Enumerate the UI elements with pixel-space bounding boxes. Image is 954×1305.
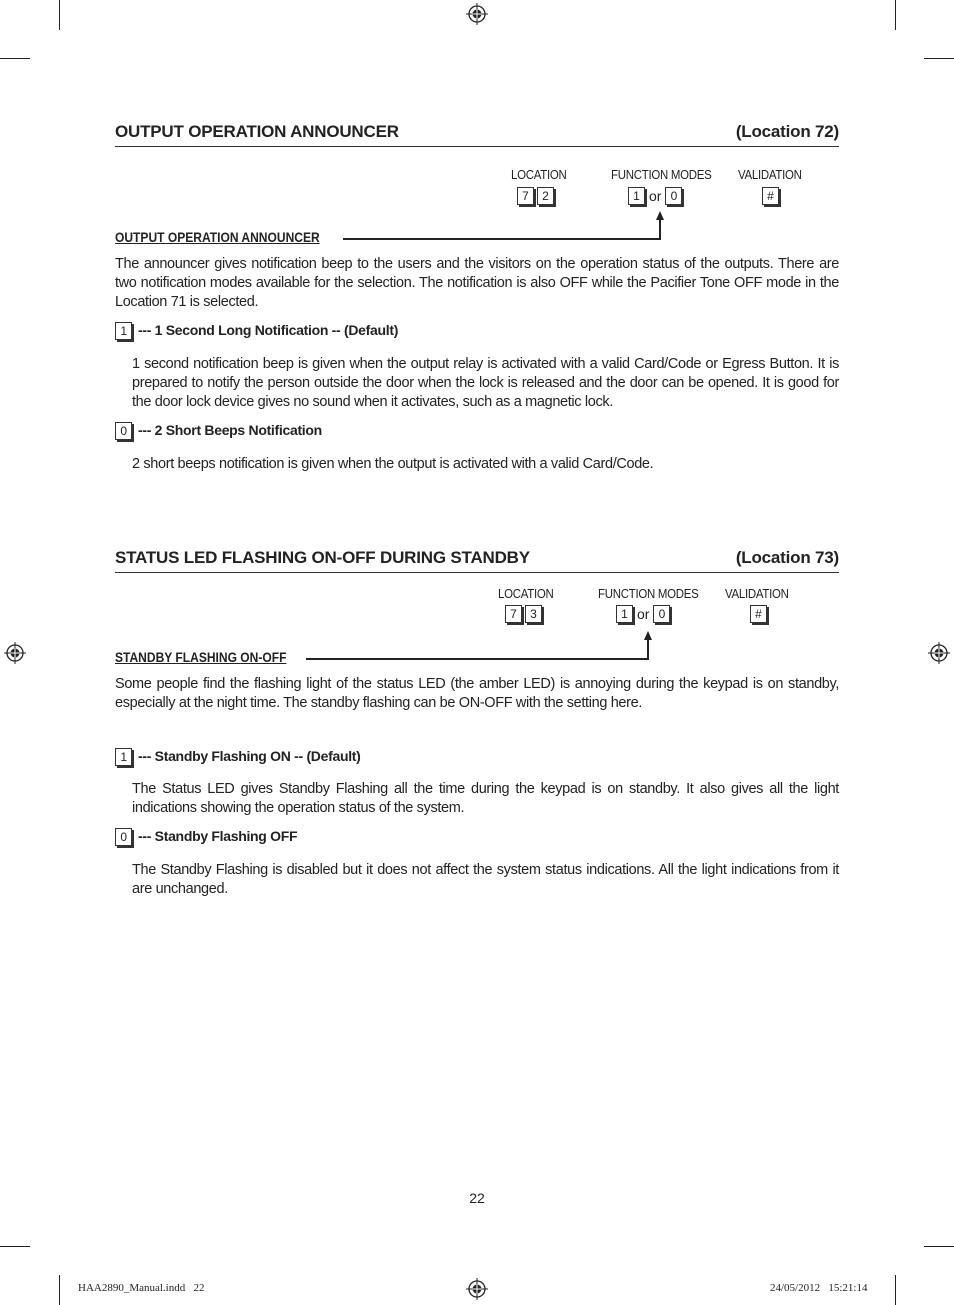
function-mode-keys: [616, 605, 673, 623]
pointer-line: [343, 238, 661, 240]
validation-label: VALIDATION: [738, 167, 802, 182]
validation-label: VALIDATION: [725, 586, 789, 601]
key-button: 1: [628, 187, 645, 205]
location-keys: [505, 605, 545, 623]
validation-key: [750, 605, 770, 623]
key-button: #: [762, 187, 779, 205]
key-button: 1: [616, 605, 633, 623]
key-button: 7: [505, 605, 522, 623]
arrow-up-icon: [644, 631, 652, 640]
footer-timestamp: 24/05/2012 15:21:14: [770, 1282, 868, 1294]
section-heading: [115, 548, 839, 573]
key-button: 1: [115, 322, 132, 340]
option-row: [115, 748, 361, 766]
pointer-line: [659, 218, 661, 239]
option-description: The Status LED gives Standby Flashing all the time during the keypad is on standby. It also gives all the light indications showing the operation status of the system.: [132, 781, 839, 816]
crop-mark: [59, 0, 60, 30]
key-button: 2: [537, 187, 554, 205]
option-label: --- Standby Flashing ON -- (Default): [138, 748, 361, 764]
crop-mark: [924, 1246, 954, 1247]
option-label: --- Standby Flashing OFF: [138, 828, 298, 844]
key-button: 0: [115, 422, 132, 440]
intro-paragraph: The announcer gives notification beep to the users and the visitors on the operation status of the outputs. There are two notification modes available for the selection. The notification is also OFF while the Pacifier Tone OFF mode in the Location 71 is selected.: [115, 256, 839, 310]
option-row: [115, 422, 322, 440]
registration-mark-icon: [466, 3, 488, 25]
sub-heading: STANDBY FLASHING ON-OFF: [115, 649, 287, 665]
location-label: LOCATION: [511, 167, 567, 182]
arrow-up-icon: [656, 211, 664, 220]
option-label: --- 2 Short Beeps Notification: [138, 422, 322, 438]
option-row: [115, 322, 398, 340]
option-row: [115, 828, 297, 846]
option-description: 2 short beeps notification is given when the output is activated with a valid Card/Code.: [132, 456, 654, 472]
registration-mark-icon: [4, 642, 26, 664]
crop-mark: [59, 1275, 60, 1305]
crop-mark: [0, 1246, 30, 1247]
key-button: #: [750, 605, 767, 623]
section-location: (Location 72): [735, 122, 839, 141]
page-number: 22: [469, 1190, 485, 1206]
crop-mark: [895, 0, 896, 30]
crop-mark: [895, 1275, 896, 1305]
key-button: 1: [115, 748, 132, 766]
section-title: OUTPUT OPERATION ANNOUNCER: [115, 122, 399, 141]
function-modes-label: FUNCTION MODES: [611, 167, 712, 182]
function-modes-label: FUNCTION MODES: [598, 586, 699, 601]
key-button: 7: [517, 187, 534, 205]
option-description: The Standby Flashing is disabled but it does not affect the system status indications. All the light indications from it are unchanged.: [132, 862, 839, 897]
option-label: --- 1 Second Long Notification -- (Default): [138, 322, 399, 338]
section-title: STATUS LED FLASHING ON-OFF DURING STANDBY: [115, 548, 530, 567]
key-button: 0: [653, 605, 670, 623]
option-description: 1 second notification beep is given when the output relay is activated with a valid Card/Code or Egress Button. It is prepared to notify the person outside the door when the lock is released and the door can be opened. It is good for the door lock device gives no sound when it activates, such as a magnetic lock.: [132, 356, 839, 410]
section-location: (Location 73): [735, 548, 839, 567]
pointer-line: [306, 658, 649, 660]
footer-filename: HAA2890_Manual.indd 22: [78, 1282, 205, 1294]
key-button: 0: [115, 828, 132, 846]
or-text: or: [637, 606, 650, 623]
crop-mark: [924, 58, 954, 59]
or-text: or: [649, 188, 662, 205]
pointer-line: [647, 638, 649, 659]
intro-paragraph: Some people find the flashing light of the status LED (the amber LED) is annoying during the keypad is on standby, especially at the night time. The standby flashing can be ON-OFF with the setting here.: [115, 676, 839, 711]
key-button: 0: [665, 187, 682, 205]
section-heading: [115, 122, 839, 147]
crop-mark: [0, 58, 30, 59]
function-mode-keys: [628, 187, 685, 205]
location-keys: [517, 187, 557, 205]
validation-key: [762, 187, 782, 205]
location-label: LOCATION: [498, 586, 554, 601]
registration-mark-icon: [928, 642, 950, 664]
registration-mark-icon: [466, 1278, 488, 1300]
key-button: 3: [525, 605, 542, 623]
sub-heading: OUTPUT OPERATION ANNOUNCER: [115, 229, 320, 245]
